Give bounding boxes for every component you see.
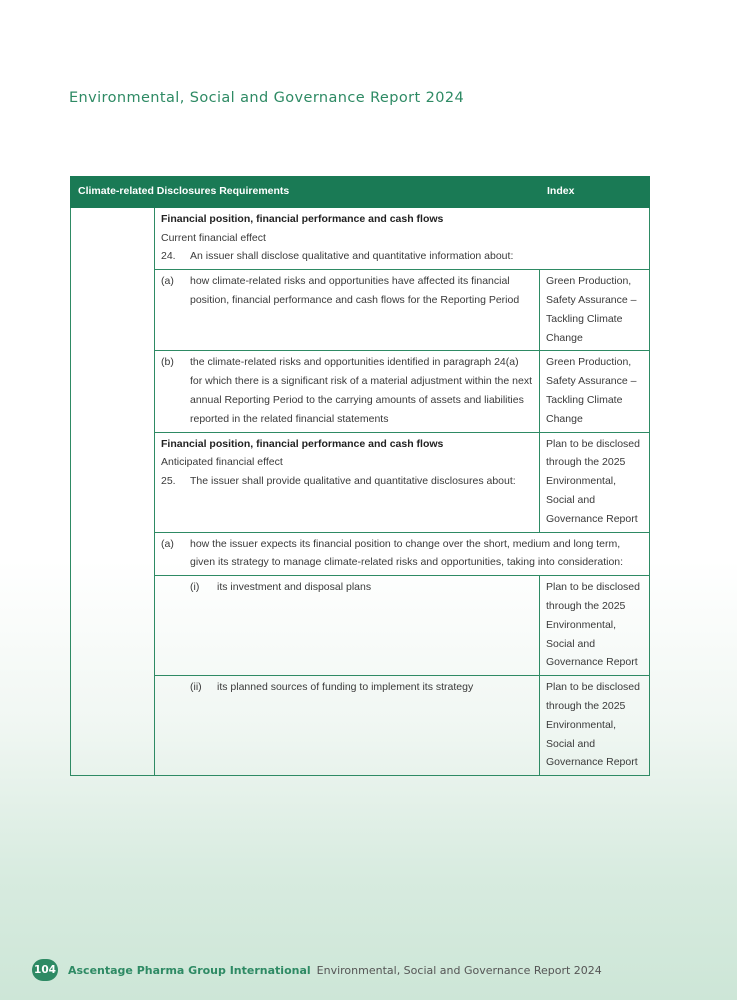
section1-item	[161, 247, 643, 266]
requirement-text: its planned sources of funding to implement its strategy	[217, 681, 474, 694]
section2-subheading: Anticipated financial effect	[161, 456, 283, 469]
item-letter: (a)	[161, 275, 174, 288]
item-roman: (ii)	[190, 681, 202, 694]
table-row	[71, 532, 650, 576]
section2-intro-cell	[155, 432, 540, 532]
table-row	[71, 351, 650, 432]
page-number-badge: 104	[32, 959, 58, 981]
section2-item	[161, 472, 533, 491]
index-cell: Plan to be disclosed through the 2025 Environmental, Social and Governance Report	[540, 576, 650, 676]
requirement-cell	[155, 532, 650, 576]
table-row	[71, 432, 650, 532]
requirement-text: how climate-related risks and opportunities have affected its financial position, financial performance and cash flows for the Reporting Period	[190, 275, 520, 306]
item-text: The issuer shall provide qualitative and quantitative disclosures about:	[190, 475, 516, 488]
table-row	[71, 270, 650, 351]
item-letter: (a)	[161, 537, 174, 550]
item-number: 25.	[161, 475, 176, 488]
requirement-text: the climate-related risks and opportunities identified in paragraph 24(a) for which there is a significant risk of a material adjustment within the next annual Reporting Period to the carrying amounts of assets and liabilities reported in the related financial statements	[190, 356, 532, 425]
requirement-cell	[155, 676, 540, 776]
section1-heading: Financial position, financial performance and cash flows	[161, 212, 444, 225]
column-header-index: Index	[540, 177, 650, 208]
section1-intro-cell	[155, 207, 650, 269]
table-header-row	[71, 177, 650, 208]
requirement-cell	[155, 351, 540, 432]
page-header-title: Environmental, Social and Governance Report 2024	[69, 90, 465, 106]
index-cell: Green Production, Safety Assurance – Tackling Climate Change	[540, 270, 650, 351]
item-text: An issuer shall disclose qualitative and quantitative information about:	[190, 250, 514, 263]
item-number: 24.	[161, 250, 176, 263]
requirement-cell	[155, 270, 540, 351]
report-name: Environmental, Social and Governance Report 2024	[316, 963, 602, 977]
item-roman: (i)	[190, 581, 200, 594]
requirement-cell	[155, 576, 540, 676]
table-row	[71, 576, 650, 676]
table-row	[71, 676, 650, 776]
requirement-text: its investment and disposal plans	[217, 581, 372, 594]
index-cell: Plan to be disclosed through the 2025 Environmental, Social and Governance Report	[540, 432, 650, 532]
section2-heading: Financial position, financial performance and cash flows	[161, 437, 444, 450]
requirement-text: how the issuer expects its financial position to change over the short, medium and long term, given its strategy to manage climate-related risks and opportunities, taking into consideration:	[190, 537, 624, 569]
section1-subheading: Current financial effect	[161, 231, 266, 244]
blank-left-column	[71, 207, 155, 775]
company-name: Ascentage Pharma Group International	[68, 963, 311, 977]
page-footer	[32, 959, 602, 981]
index-cell: Plan to be disclosed through the 2025 Environmental, Social and Governance Report	[540, 676, 650, 776]
index-cell: Green Production, Safety Assurance – Tackling Climate Change	[540, 351, 650, 432]
disclosures-table	[70, 176, 650, 776]
item-letter: (b)	[161, 356, 174, 369]
column-header-requirements: Climate-related Disclosures Requirements	[71, 177, 540, 208]
table-row	[71, 207, 650, 269]
